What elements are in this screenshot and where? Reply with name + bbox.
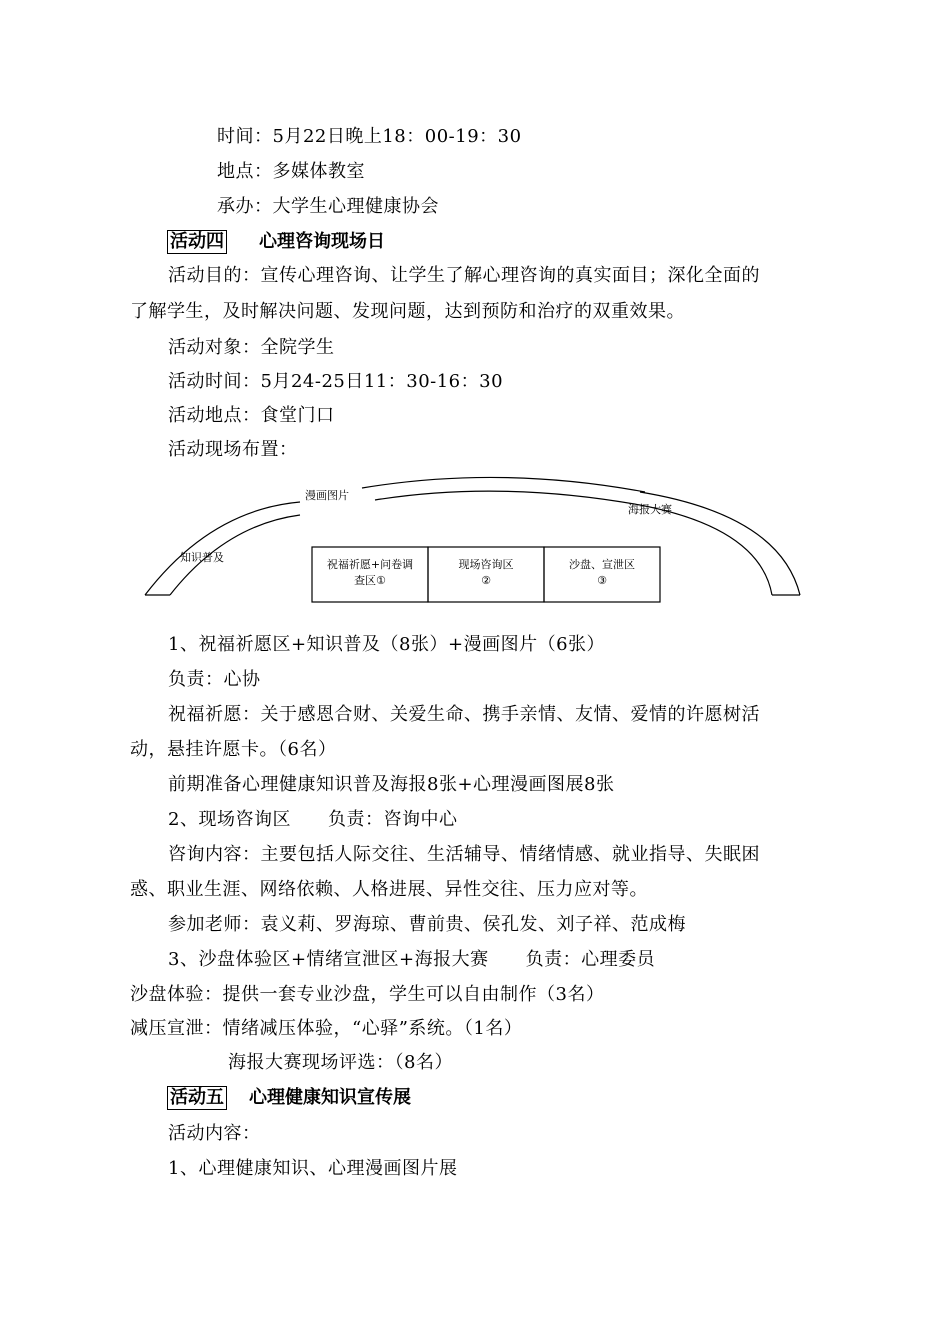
activity-five-tag: 活动五 (167, 1086, 227, 1110)
time-line: 时间：5月22日晚上18：00-19：30 (217, 126, 522, 147)
content-line: 活动内容： (168, 1123, 261, 1144)
zone-box-2-line1: 现场咨询区 (458, 558, 514, 571)
item1-line: 1、祝福祈愿区+知识普及（8张）+漫画图片（6张） (168, 634, 606, 655)
zone-box-2-line2: ② (481, 574, 491, 587)
sandbox-line: 沙盘体验：提供一套专业沙盘，学生可以自由制作（3名） (130, 984, 605, 1005)
layout-line: 活动现场布置： (168, 439, 298, 460)
organizer-line: 承办：大学生心理健康协会 (217, 196, 439, 217)
item3-line: 3、沙盘体验区+情绪宣泄区+海报大赛 负责：心理委员 (168, 949, 656, 970)
poster-line: 海报大赛现场评选：（8名） (228, 1052, 453, 1073)
consult-line-1: 咨询内容：主要包括人际交往、生活辅导、情绪情感、就业指导、失眠困 (168, 844, 760, 865)
prep-line: 前期准备心理健康知识普及海报8张+心理漫画图展8张 (168, 774, 615, 795)
activity-four-heading (167, 230, 385, 254)
stress-line: 减压宣泄：情绪减压体验，“心驿”系统。（1名） (130, 1018, 523, 1039)
place-line: 地点：多媒体教室 (217, 161, 365, 182)
zone-box-1-line2: 查区① (354, 574, 386, 587)
outer-arc-top (362, 477, 645, 492)
arc-left-label: 知识普及 (180, 551, 224, 564)
zone-box-3-line2: ③ (597, 574, 607, 587)
zone-box-3-line1: 沙盘、宣泄区 (569, 558, 635, 571)
outer-arc-top-inner (375, 491, 640, 505)
consult-line-2: 惑、职业生涯、网络依赖、人格进展、异性交往、压力应对等。 (130, 879, 648, 900)
activity-place-line: 活动地点：食堂门口 (168, 405, 335, 426)
activity-four-title: 心理咨询现场日 (259, 231, 385, 252)
activity-five-heading (167, 1086, 411, 1110)
site-layout-diagram (140, 470, 820, 610)
arc-top-label: 漫画图片 (305, 489, 349, 502)
zone-box-1-line1: 祝福祈愿+问卷调 (326, 558, 414, 571)
goal-line-2: 了解学生，及时解决问题、发现问题，达到预防和治疗的双重效果。 (130, 301, 685, 322)
outer-arc-left (145, 502, 300, 595)
resp1-line: 负责：心协 (168, 669, 261, 690)
goal-line-1: 活动目的：宣传心理咨询、让学生了解心理咨询的真实面目；深化全面的 (168, 265, 760, 286)
arc-right-label: 海报大赛 (628, 503, 672, 516)
wish-line-1: 祝福祈愿：关于感恩合财、关爱生命、携手亲情、友情、爱情的许愿树活 (168, 704, 760, 725)
activity-five-title: 心理健康知识宣传展 (249, 1087, 411, 1108)
target-line: 活动对象：全院学生 (168, 337, 335, 358)
item5-1-line: 1、心理健康知识、心理漫画图片展 (168, 1158, 458, 1179)
teachers-line: 参加老师：袁义莉、罗海琼、曹前贵、侯孔发、刘子祥、范成梅 (168, 914, 686, 935)
activity-time-line: 活动时间：5月24-25日11：30-16：30 (168, 371, 504, 392)
activity-four-tag: 活动四 (167, 230, 227, 254)
item2-line: 2、现场咨询区 负责：咨询中心 (168, 809, 458, 830)
wish-line-2: 动，悬挂许愿卡。（6名） (130, 739, 337, 760)
